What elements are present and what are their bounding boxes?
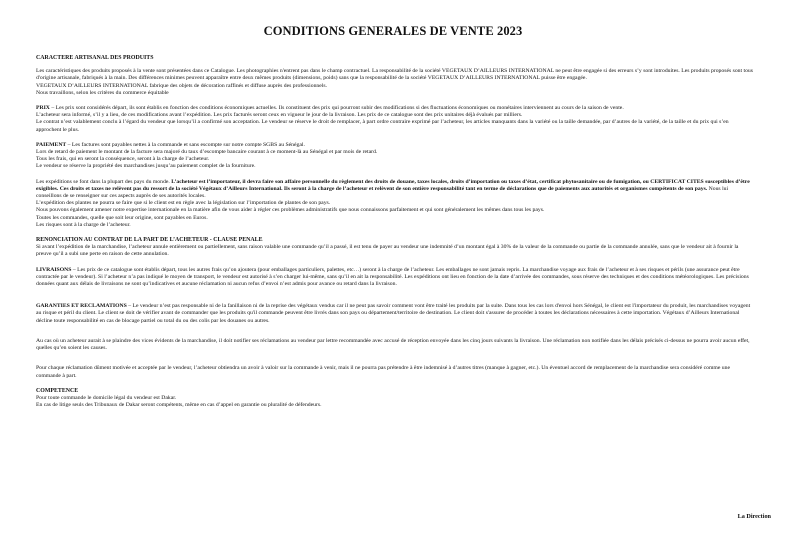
expeditions-intro: Les expéditions se font dans la plupart des pays du monde. — [36, 178, 172, 185]
section-heading-competence: COMPETENCE — [36, 387, 79, 394]
page-title: CONDITIONS GENERALES DE VENTE 2023 — [263, 24, 523, 38]
artisanal-paragraph-1: Les caractéristiques des produits proposés à la vente sont présentées dans ce Catalogue. Les photographies n'entrent pas dans le champ contractuel. La responsabilité de la société VEGETAUX D’AILLEURS INTERNATIONAL ne peut être engagée si des erreurs s’y sont introduites. Les produits proposés sont tous d'origine artisanale, fabriqués à la main. Des différences minimes peuvent apparaître entre deux mêmes produits (dimensions, poids) sans que la responsabilité de la société VEGETAUX D’AILLEURS INTERNATIONAL puisse être engagée. — [36, 68, 753, 82]
expeditions-paragraph-2: L’expédition des plantes ne pourra se faire que si le client est en règle avec la législation sur l’importation de plantes de son pays. — [36, 200, 331, 207]
garanties-label: GARANTIES ET RECLAMATIONS — [36, 303, 127, 310]
paiement-paragraph-4: Le vendeur se réserve la propriété des marchandises jusqu’au paiement complet de la fourniture. — [36, 163, 256, 170]
prix-label: PRIX — [36, 105, 50, 112]
expeditions-paragraph-1 — [36, 179, 754, 201]
expeditions-bold-text: L’acheteur est l’importateur, il devra faire son affaire personnelle du règlement des droits de douane, taxes locales, droits d’importation ou taxes d’état, certificat phytosanitaire ou de fumigation, ou CERTIFICAT CITES susceptibles d’être exigibles. Ces droits et taxes ne relèvent pas du ressort de la société Végétaux d’Ailleurs International. Ils seront à la charge de l’acheteur et relèvent de son entière responsabilité tant en terme de déclarations que de paiements aux autorités et organismes compétents de son pays. — [36, 178, 750, 192]
livraisons-label: LIVRAISONS — [36, 266, 72, 273]
prix-paragraph-2: L’acheteur sera informé, s’il y a lieu, de ces modifications avant l’expédition. Les prix facturés seront ceux en vigueur le jour de la livraison. Les prix de ce catalogue sont des prix unitaires déjà évalués par milliers. — [36, 112, 523, 119]
artisanal-paragraph-2: VEGETAUX D’AILLEURS INTERNATIONAL fabrique des objets de décoration raffinés et diffuse auprès des professionnels. — [36, 82, 328, 89]
livraisons-paragraph-1 — [36, 267, 754, 289]
expeditions-advice: Nous lui conseillons de se renseigner sur ces aspects auprès de ses autorités locales. — [36, 185, 729, 200]
paiement-paragraph-3: Tous les frais, qui en seront la conséquence, seront à la charge de l’acheteur. — [36, 156, 210, 163]
section-heading-artisanal: CARACTERE ARTISANAL DES PRODUITS — [36, 55, 154, 61]
garanties-paragraph-1 — [36, 303, 754, 325]
competence-paragraph-2: En cas de litige seuls des Tribunaux de Dakar seront compétents, même en cas d’appel en garantie ou pluralité de défendeurs. — [36, 402, 322, 409]
paiement-paragraph-1 — [36, 142, 754, 149]
garanties-text: – Le vendeur n’est pas responsable ni de la fanillaison ni de la reprise des végétaux vendus car il ne peut pas savoir comment vont être traité les produits par la suite. Dans tous les cas lors d'envoi hors Sénégal, le client est l'importateur du produit, les marchandises voyagent au risque et péril du client. Le client se doit de vérifier avant de commander que les produits qu'il commande peuvent être livrés dans son pays ou département/territoire de destination. Le client doit s'assurer de procéder à toutes les déclarations nécessaires à cette importation. Végétaux d’Ailleurs International décline toute responsabilité en cas de blocage partiel ou total du ou des colis par les douanes ou autres. — [36, 303, 751, 324]
expeditions-paragraph-4: Toutes les commandes, quelle que soit leur origine, sont payables en Euros. — [36, 214, 208, 221]
livraisons-text: – Les prix de ce catalogue sont établis départ, tous les autres frais qu’on ajoutera (pour emballages particuliers, palettes, etc…) seront à la charge de l’acheteur. Les emballages ne sont jamais repris. La marchandise voyage aux frais de l’acheteur et à ses risques et périls (une assurance peut être contractée par le vendeur). Si l’acheteur n’a pas indiqué le moyen de transport, le vendeur est autorisé à s’en charger lui-même, sans qu’il en ait la responsabilité. Les expéditions ont lieu en fonction de la date d’arrivée des commandes, sous réserve des techniques et des conditions météorologiques. Les précisions données quant aux délais de livraisons ne sont qu’indicatives et aucune réclamation ni aucun refus d’envoi n’est admis pour avance ou retard dans la livraison. — [36, 266, 749, 288]
paiement-label: PAIEMENT — [36, 141, 67, 148]
prix-paragraph-3: Le contrat n’est valablement conclu à l’égard du vendeur que lorsqu’il a confirmé son acceptation. Le vendeur se réserve le droit de remplacer, à part ordre contraire exprimé par l’acheteur, les articles manquants dans la variété ou la taille demandée, par d’autres de la variété, de la taille et du prix qui s’en approchent le plus. — [36, 119, 729, 133]
artisanal-paragraph-3: Nous travaillons, selon les critères du commerce équitable — [36, 89, 169, 96]
section-heading-renonciation: RENONCIATION AU CONTRAT DE LA PART DE L’ACHETEUR - CLAUSE PENALE — [36, 237, 263, 244]
renonciation-paragraph-1: Si avant l’expédition de la marchandise, l’acheteur annule entièrement ou partiellement, sans raison valable une commande qu’il a passé, il est tenu de payer au vendeur une indemnité d’un montant égal à 30% de la valeur de la commande ou partie de la commande annulée, sans que le vendeur ait à fournir la preuve qu’il a subi une perte en raison de cette annulation. — [36, 244, 739, 258]
prix-text: – Les prix sont considérés départ, ils sont établis en fonction des conditions économiques actuelles. Ils constituent des prix qui pourront subir des modifications si des fluctuations économiques ou monétaires interviennent au cours de la saison de vente. — [49, 105, 624, 112]
expeditions-paragraph-5: Les risques sont à la charge de l’acheteur. — [36, 221, 131, 228]
signature: La Direction — [737, 513, 771, 520]
garanties-paragraph-2: Au cas où un acheteur aurait à se plaindre des vices évidents de la marchandise, il doit notifier ses réclamations au vendeur par lettre recommandée avec accusé de réception envoyée dans les cinq jours suivants la livraison. Une réclamation non notifiée dans les délais précisés ci-dessus ne pourra avoir aucun effet, quelles qu’en soient les causes. — [36, 337, 750, 352]
expeditions-paragraph-3: Nous pouvons également amener notre expertise internationale en la matière afin de vous aider à régler ces problèmes administratifs que nous connaissons parfaitement et qui sont généralement les mêmes dans tous les pays. — [36, 207, 545, 214]
paiement-text: – Les factures sont payables nettes à la commande et sans escompte sur notre compte SGBS au Sénégal. — [66, 141, 305, 148]
document-body — [36, 55, 754, 409]
garanties-paragraph-3: Pour chaque réclamation dûment motivée et acceptée par le vendeur, l’acheteur obtiendra un avoir à valoir sur la commande à venir, mais il ne pourra pas prétendre à être indemnisé à d’autres titres (manque à gagner, etc.). Un éventuel accord de remplacement de la marchandise sera considéré comme une commande à part. — [36, 365, 730, 379]
paiement-paragraph-2: Lors de retard de paiement le montant de la facture sera majoré du taux d’escompte bancaire courant à ce moment-là au Sénégal et par mois de retard. — [36, 149, 378, 156]
competence-paragraph-1: Pour toute commande le domicile légal du vendeur est Dakar. — [36, 394, 177, 401]
